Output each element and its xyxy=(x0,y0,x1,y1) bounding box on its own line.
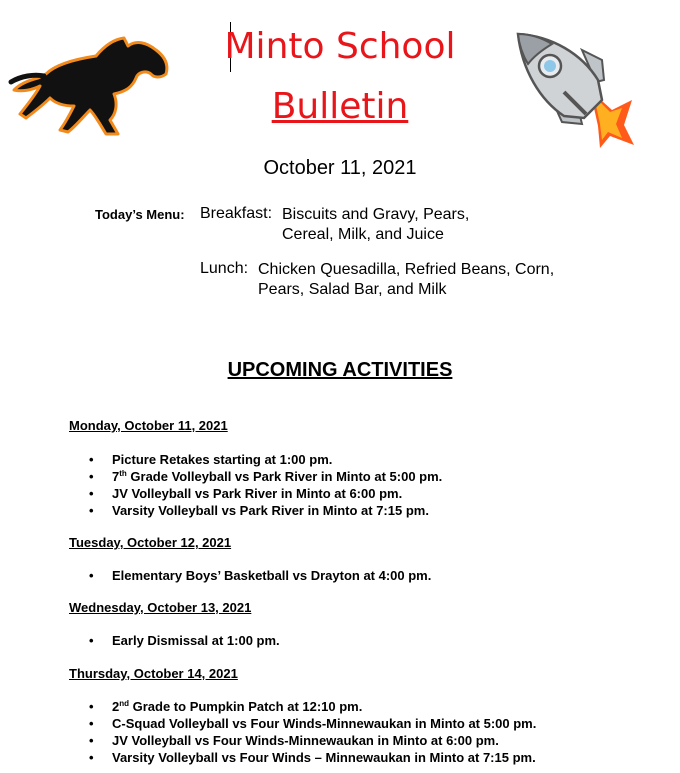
breakfast-label: Breakfast: xyxy=(200,205,273,222)
activity-item: • 2nd Grade to Pumpkin Patch at 12:10 pm. xyxy=(89,699,536,716)
day-heading: Tuesday, October 12, 2021 xyxy=(69,535,232,550)
upcoming-activities-heading: UPCOMING ACTIVITIES xyxy=(227,359,453,381)
lunch-items xyxy=(258,260,588,300)
activity-item: • Varsity Volleyball vs Four Winds – Minnewaukan in Minto at 7:15 pm. xyxy=(89,750,536,767)
bulletin-date: October 11, 2021 xyxy=(263,157,417,179)
activity-list xyxy=(89,699,536,767)
day-heading: Wednesday, October 13, 2021 xyxy=(69,600,252,615)
activity-list xyxy=(89,568,431,585)
breakfast-items xyxy=(282,205,532,245)
activity-item: • Early Dismissal at 1:00 pm. xyxy=(89,633,280,650)
activity-list xyxy=(89,452,442,520)
activity-item: • Elementary Boys’ Basketball vs Drayton at 4:00 pm. xyxy=(89,568,431,585)
day-heading: Thursday, October 14, 2021 xyxy=(69,666,238,681)
activity-item: • Varsity Volleyball vs Park River in Minto at 7:15 pm. xyxy=(89,503,442,520)
activity-item: • C-Squad Volleyball vs Four Winds-Minnewaukan in Minto at 5:00 pm. xyxy=(89,716,536,733)
activity-list xyxy=(89,633,280,650)
breakfast-line: Biscuits and Gravy, Pears, xyxy=(282,206,470,223)
activity-item: • 7th Grade Volleyball vs Park River in Minto at 5:00 pm. xyxy=(89,469,442,486)
lunch-line: Chicken Quesadilla, Refried Beans, Corn, xyxy=(258,261,555,278)
lunch-label: Lunch: xyxy=(200,260,249,277)
bulletin-title-line2: Bulletin xyxy=(271,86,409,127)
activity-item: • JV Volleyball vs Park River in Minto at 6:00 pm. xyxy=(89,486,442,503)
day-heading: Monday, October 11, 2021 xyxy=(69,418,228,433)
bulletin-title-line1: Minto School xyxy=(224,26,456,67)
menu-label: Today’s Menu: xyxy=(95,207,185,222)
breakfast-line: Cereal, Milk, and Juice xyxy=(282,226,444,243)
activity-item: • JV Volleyball vs Four Winds-Minnewaukan in Minto at 6:00 pm. xyxy=(89,733,536,750)
lunch-line: Pears, Salad Bar, and Milk xyxy=(258,281,447,298)
activity-item: • Picture Retakes starting at 1:00 pm. xyxy=(89,452,442,469)
